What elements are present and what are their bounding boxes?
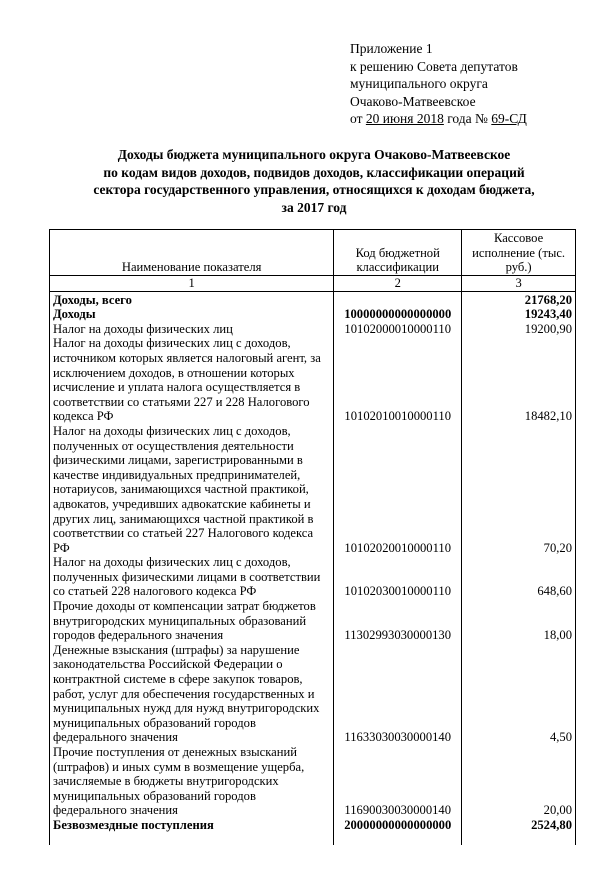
table-row <box>50 555 576 599</box>
row-code: 10102000010000110 <box>334 322 462 337</box>
appendix-line <box>350 110 527 128</box>
row-value: 4,50 <box>462 643 576 745</box>
row-code: 10102030010000110 <box>334 555 462 599</box>
appendix-mid: года № <box>443 111 492 126</box>
row-value: 19243,40 <box>462 307 576 322</box>
row-name: Безвозмездные поступления <box>50 818 334 833</box>
row-name: Налог на доходы физических лиц с доходов, источником которых является налоговый агент, за исключением доходов, в отношении которых исчисление и уплата налога осуществляется в соответствии со статьями 227 и 228 Налогового кодекса РФ <box>50 336 334 424</box>
table-row <box>50 424 576 555</box>
row-code: 11302993030000130 <box>334 599 462 643</box>
table-body <box>50 291 576 844</box>
column-number: 1 <box>50 276 334 292</box>
table-row <box>50 643 576 745</box>
title-line: Доходы бюджета муниципального округа Очаково-Матвеевское <box>117 147 511 162</box>
row-value: 19200,90 <box>462 322 576 337</box>
row-name: Доходы <box>50 307 334 322</box>
row-value <box>462 833 576 845</box>
appendix-prefix: от <box>350 111 366 126</box>
header-code: Код бюджетной классификации <box>334 230 462 276</box>
appendix-line: к решению Совета депутатов <box>350 58 518 74</box>
title-line: по кодам видов доходов, подвидов доходов, классификации операций <box>103 164 525 180</box>
appendix-line: Очаково-Матвеевское <box>350 93 476 109</box>
row-value: 648,60 <box>462 555 576 599</box>
row-code: 10102010010000110 <box>334 336 462 424</box>
row-code: 11633030030000140 <box>334 643 462 745</box>
header-value: Кассовое исполнение (тыс. руб.) <box>462 230 576 276</box>
row-code <box>334 833 462 845</box>
row-name: Денежные взыскания (штрафы) за нарушение законодательства Российской Федерации о контрактной системе в сфере закупок товаров, работ, услуг для обеспечения государственных и муниципальных нужд для нужд внутригородских муниципальных образований городов федерального значения <box>50 643 334 745</box>
table-row <box>50 336 576 424</box>
row-name: Прочие доходы от компенсации затрат бюджетов внутригородских муниципальных образований городов федерального значения <box>50 599 334 643</box>
decision-date: 20 июня 2018 <box>365 111 444 126</box>
table-row <box>50 322 576 337</box>
appendix-line: муниципального округа <box>350 76 488 91</box>
row-name: Налог на доходы физических лиц с доходов, полученных от осуществления деятельности физическими лицами, зарегистрированными в качестве индивидуальных предпринимателей, нотариусов, занимающихся частной практикой, адвокатов, учредивших адвокатские кабинеты и других лиц, занимающихся частной практикой в соответствии со статьей 227 Налогового кодекса РФ <box>50 424 334 555</box>
decision-number: 69-СД <box>491 111 527 126</box>
document-title <box>40 146 588 216</box>
title-line: сектора государственного управления, относящихся к доходам бюджета, <box>93 182 535 197</box>
row-name: Налог на доходы физических лиц <box>50 322 334 337</box>
row-code: 10102020010000110 <box>334 424 462 555</box>
column-number: 3 <box>462 276 576 292</box>
appendix-line: Приложение 1 <box>350 41 433 56</box>
column-number: 2 <box>334 276 462 292</box>
row-name <box>50 833 334 845</box>
row-code <box>334 291 462 307</box>
header-name: Наименование показателя <box>50 230 334 276</box>
row-value: 18482,10 <box>462 336 576 424</box>
row-code: 10000000000000000 <box>334 307 462 322</box>
row-name: Налог на доходы физических лиц с доходов, полученных физическими лицами в соответствии со статьей 228 налогового кодекса РФ <box>50 555 334 599</box>
appendix-block <box>350 40 527 128</box>
title-line: за 2017 год <box>281 199 347 215</box>
table-row <box>50 599 576 643</box>
row-value: 70,20 <box>462 424 576 555</box>
table-row <box>50 745 576 818</box>
table-row <box>50 818 576 833</box>
table-row <box>50 307 576 322</box>
table-row <box>50 291 576 307</box>
row-code: 11690030030000140 <box>334 745 462 818</box>
row-code: 20000000000000000 <box>334 818 462 833</box>
income-table <box>49 229 576 845</box>
row-value: 20,00 <box>462 745 576 818</box>
row-value: 21768,20 <box>462 291 576 307</box>
row-value: 2524,80 <box>462 818 576 833</box>
row-name: Прочие поступления от денежных взысканий (штрафов) и иных сумм в возмещение ущерба, зачисляемые в бюджеты внутригородских муниципальных образований городов федерального значения <box>50 745 334 818</box>
row-name: Доходы, всего <box>50 291 334 307</box>
row-value: 18,00 <box>462 599 576 643</box>
table-row <box>50 833 576 845</box>
